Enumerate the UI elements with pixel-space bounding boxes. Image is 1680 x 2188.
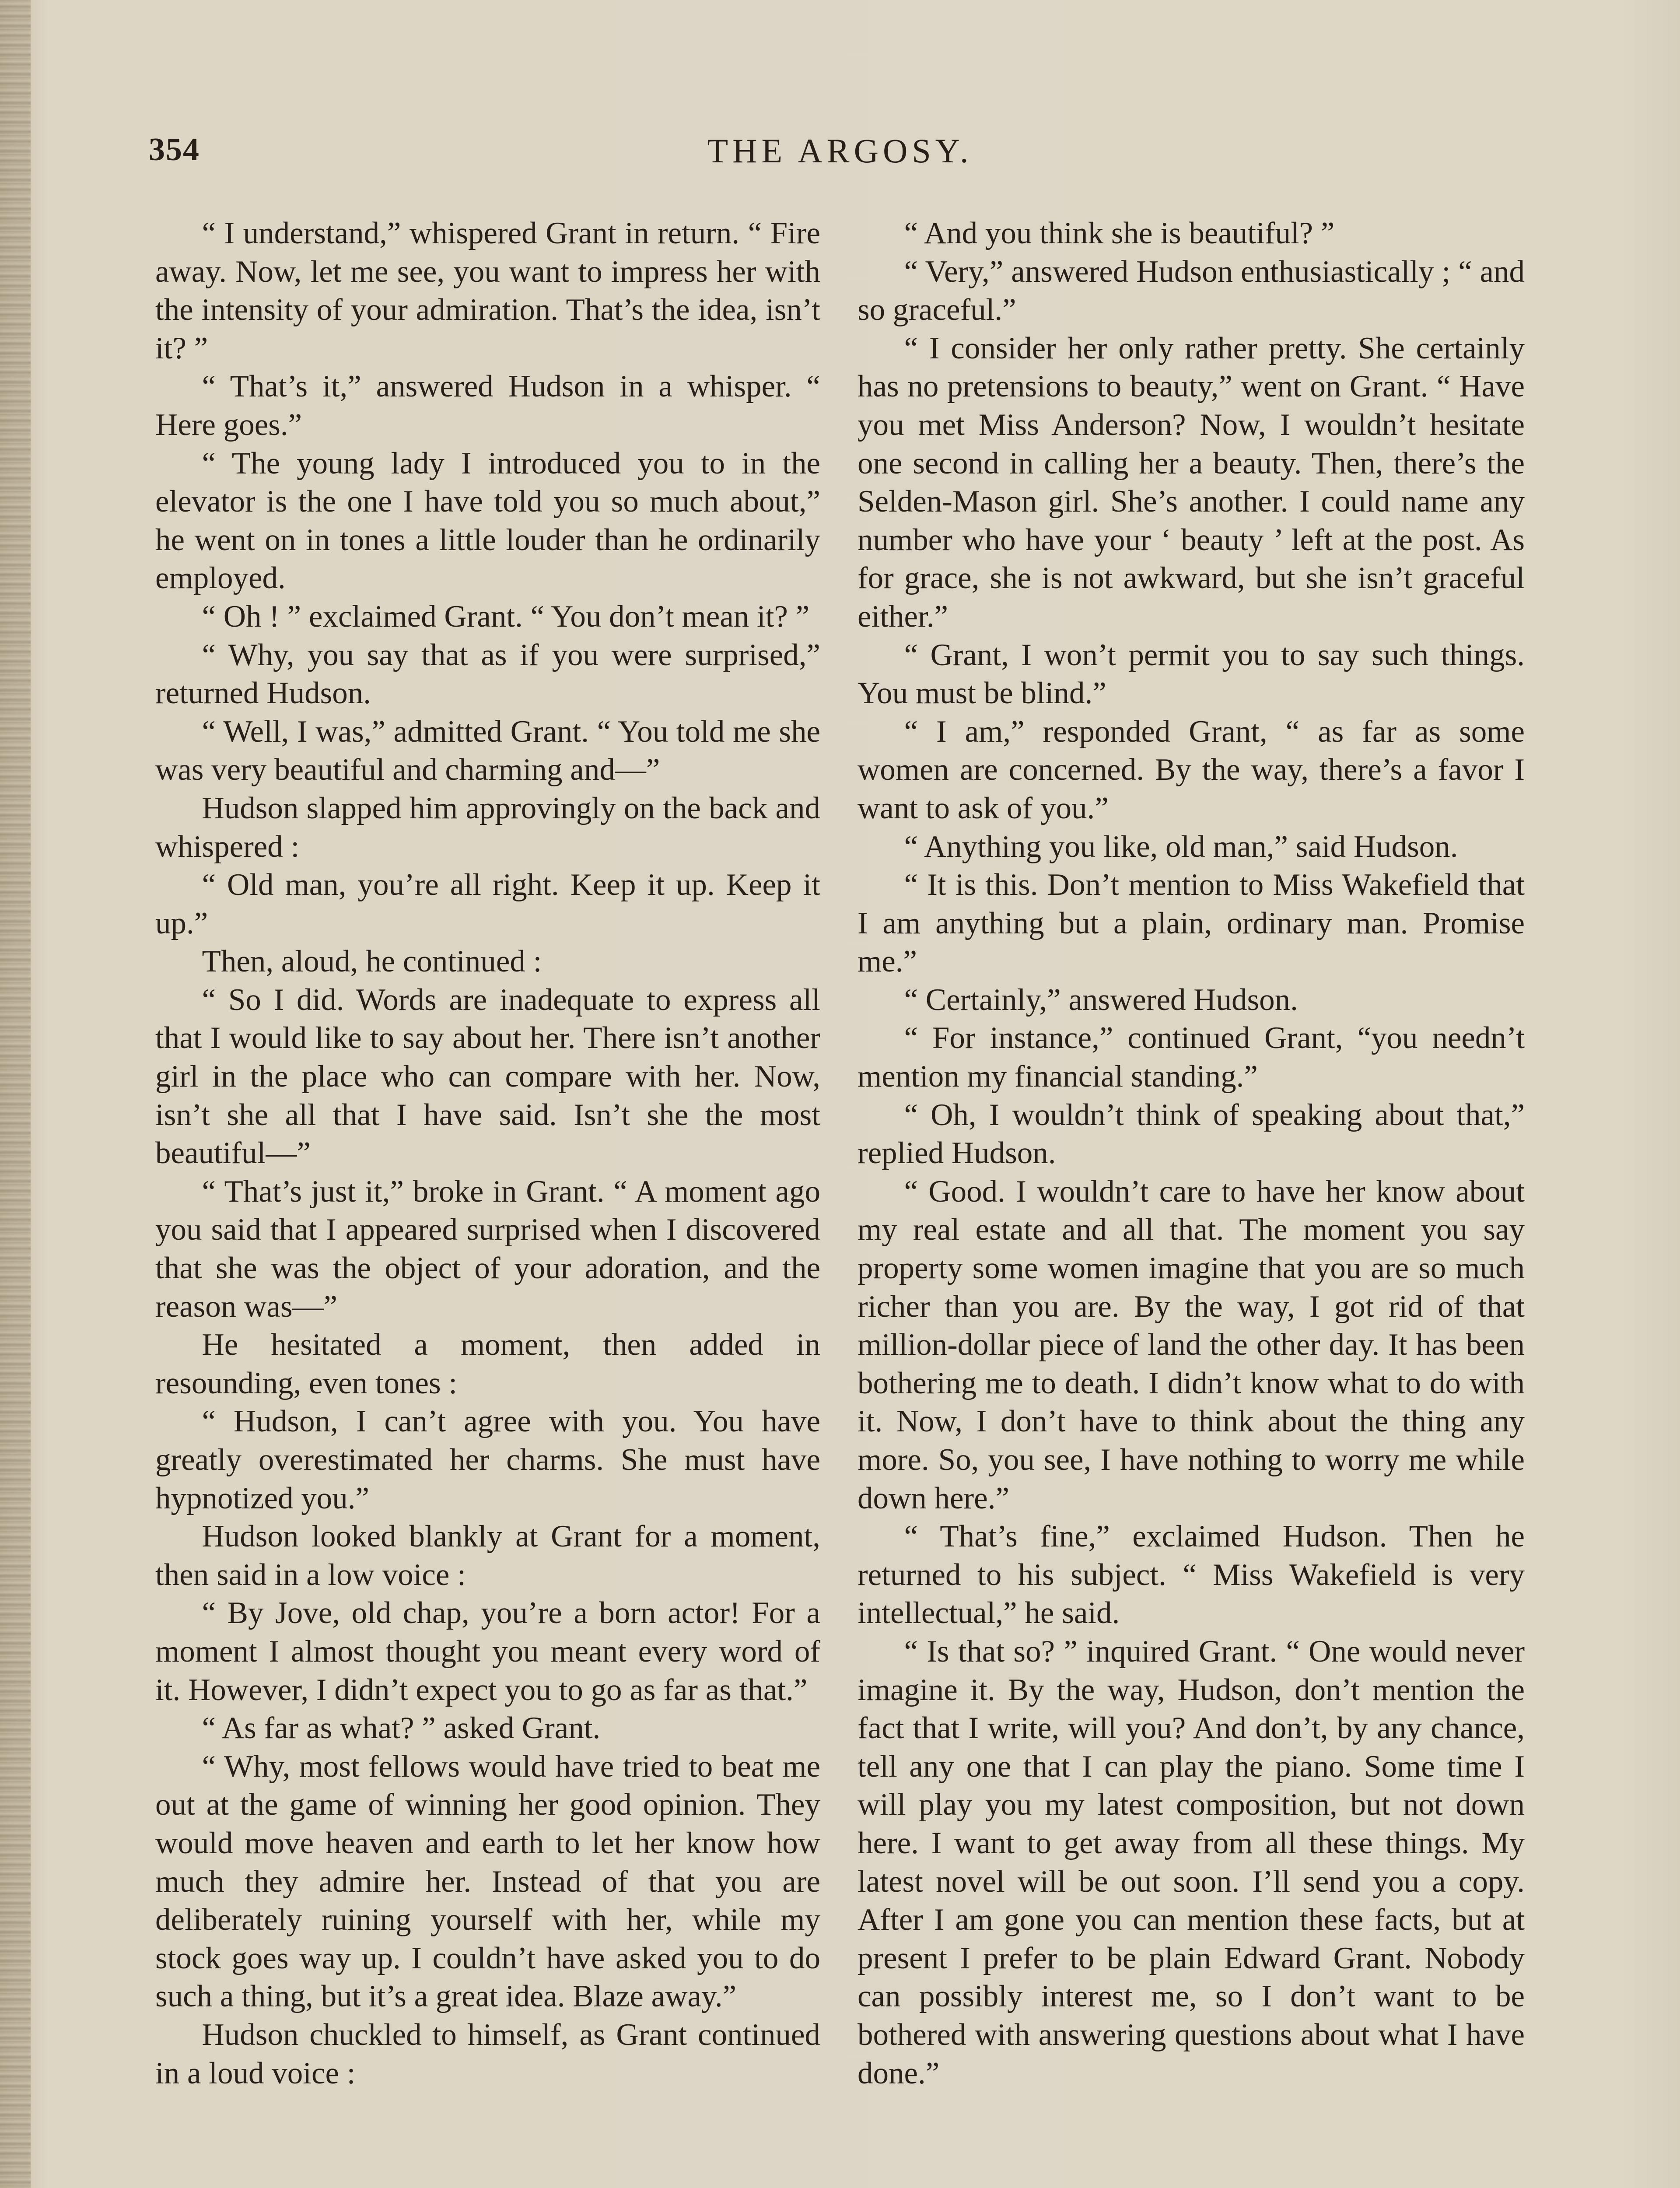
- paragraph: “ So I did. Words are inadequate to express all that I would like to say about her. There isn’t another girl in the place who can compare with her. Now, isn’t she all that I have said. Isn’t she the most beautiful—”: [155, 982, 820, 1171]
- paragraph: “ Certainly,” answered Hudson.: [904, 982, 1298, 1017]
- paragraph: “ Grant, I won’t permit you to say such things. You must be blind.”: [858, 638, 1525, 711]
- paragraph: “ Oh, I wouldn’t think of speaking about that,” replied Hudson.: [858, 1098, 1525, 1171]
- left-column: [155, 214, 820, 2093]
- paragraph: Hudson looked blankly at Grant for a moment, then said in a low voice :: [155, 1519, 820, 1592]
- paragraph: “ Is that so? ” inquired Grant. “ One would never imagine it. By the way, Hudson, don’t mention the fact that I write, will you? And don’t, by any chance, tell any one that I can play the piano. Some time I will play you my latest composition, but not down here. I want to get away from all these things. My latest novel will be out soon. I’ll send you a copy. After I am gone you can mention these facts, but at present I prefer to be plain Edward Grant. Nobody can possibly interest me, so I don’t want to be bothered with answering questions about what I have done.”: [858, 1634, 1525, 2090]
- paragraph: “ I am,” responded Grant, “ as far as some women are concerned. By the way, there’s a favor I want to ask of you.”: [858, 714, 1525, 825]
- paragraph: “ And you think she is beautiful? ”: [904, 216, 1335, 250]
- page-header: [149, 131, 1531, 179]
- paragraph: “ For instance,” continued Grant, “you needn’t mention my financial standing.”: [858, 1021, 1525, 1094]
- paragraph: “ By Jove, old chap, you’re a born actor! For a moment I almost thought you meant every word of it. However, I didn’t expect you to go as far as that.”: [155, 1596, 820, 1707]
- paragraph: “ Hudson, I can’t agree with you. You have greatly overestimated her charms. She must have hypnotized you.”: [155, 1404, 820, 1515]
- paragraph: “ The young lady I introduced you to in the elevator is the one I have told you so much about,” he went on in tones a little louder than he ordinarily employed.: [155, 446, 820, 596]
- paragraph: Hudson slapped him approvingly on the back and whispered :: [155, 791, 820, 864]
- paragraph: “ That’s fine,” exclaimed Hudson. Then he returned to his subject. “ Miss Wakefield is very intellectual,” he said.: [858, 1519, 1525, 1630]
- paragraph: “ Well, I was,” admitted Grant. “ You told me she was very beautiful and charming and—”: [155, 714, 820, 787]
- running-title: THE ARGOSY.: [707, 132, 973, 170]
- paragraph: Hudson chuckled to himself, as Grant continued in a loud voice :: [155, 2017, 820, 2090]
- right-column: [858, 214, 1525, 2093]
- paragraph: “ I consider her only rather pretty. She certainly has no pretensions to beauty,” went on Grant. “ Have you met Miss Anderson? Now, I wouldn’t hesitate one second in calling her a beauty. Then, there’s the Selden-Mason girl. She’s another. I could name any number who have your ‘ beauty ’ left at the post. As for grace, she is not awkward, but she isn’t graceful either.”: [858, 331, 1525, 634]
- paragraph: “ Anything you like, old man,” said Hudson.: [904, 829, 1458, 864]
- paragraph: “ Why, most fellows would have tried to beat me out at the game of winning her good opinion. They would move heaven and earth to let her know how much they admire her. Instead of that you are deliberately ruining yourself with her, while my stock goes way up. I couldn’t have asked you to do such a thing, but it’s a great idea. Blaze away.”: [155, 1749, 820, 2014]
- paragraph: “ I understand,” whispered Grant in return. “ Fire away. Now, let me see, you want to impress her with the intensity of your admiration. That’s the idea, isn’t it? ”: [155, 216, 820, 365]
- paragraph: “ Why, you say that as if you were surprised,” returned Hudson.: [155, 638, 820, 711]
- paragraph: He hesitated a moment, then added in resounding, even tones :: [155, 1328, 820, 1400]
- paragraph: “ Good. I wouldn’t care to have her know about my real estate and all that. The moment you say property some women imagine that you are so much richer than you are. By the way, I got rid of that million-dollar piece of land the other day. It has been bothering me to death. I didn’t know what to do with it. Now, I don’t have to think about the thing any more. So, you see, I have nothing to worry me while down here.”: [858, 1174, 1525, 1515]
- paragraph: “ As far as what? ” asked Grant.: [202, 1711, 601, 1746]
- paragraph: “ That’s just it,” broke in Grant. “ A moment ago you said that I appeared surprised when I discovered that she was the object of your adoration, and the reason was—”: [155, 1174, 820, 1324]
- page-binding-edge: [0, 0, 31, 2188]
- paragraph: Then, aloud, he continued :: [202, 944, 542, 979]
- paragraph: “ Old man, you’re all right. Keep it up. Keep it up.”: [155, 868, 820, 940]
- paragraph: “ Very,” answered Hudson enthusiastically ; “ and so graceful.”: [858, 254, 1525, 327]
- paragraph: “ That’s it,” answered Hudson in a whisper. “ Here goes.”: [155, 369, 820, 442]
- paragraph: “ Oh ! ” exclaimed Grant. “ You don’t mean it? ”: [202, 599, 810, 634]
- page-number: 354: [149, 132, 200, 168]
- paragraph: “ It is this. Don’t mention to Miss Wakefield that I am anything but a plain, ordinary man. Promise me.”: [858, 868, 1525, 979]
